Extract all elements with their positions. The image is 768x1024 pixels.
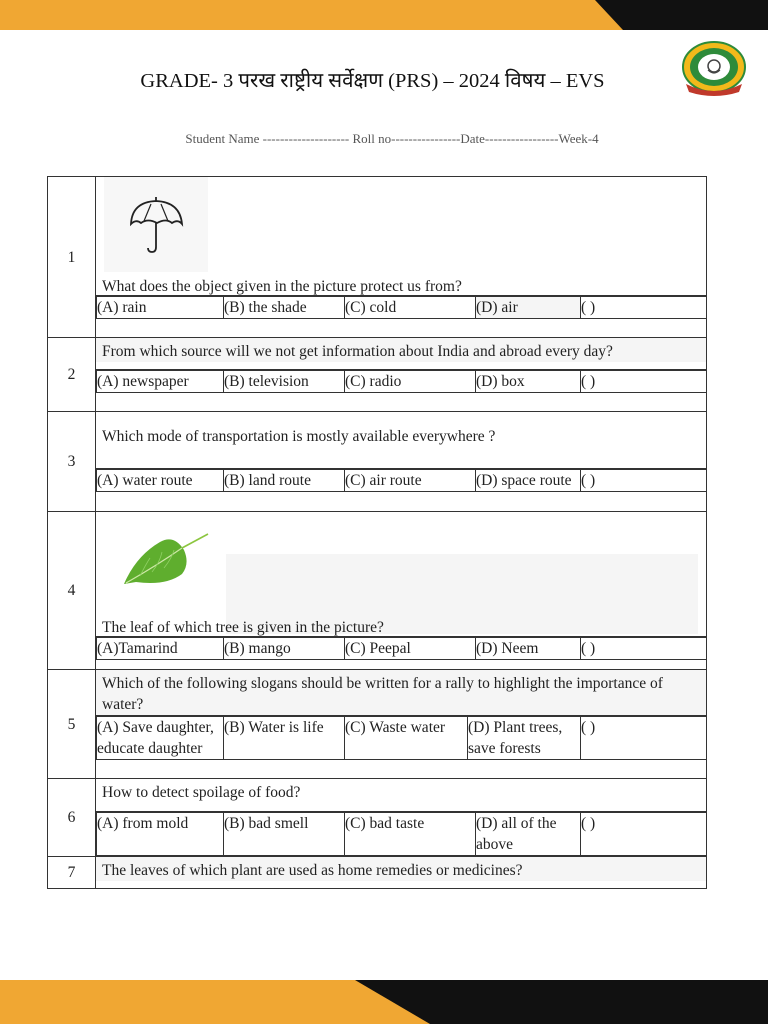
answer-box[interactable]: ( ): [581, 470, 707, 492]
option-a[interactable]: (A) newspaper: [97, 371, 224, 393]
option-a[interactable]: (A) water route: [97, 470, 224, 492]
option-d[interactable]: (D) all of the above: [476, 813, 581, 856]
top-decorative-band: [0, 0, 768, 30]
option-d[interactable]: (D) box: [476, 371, 581, 393]
option-c[interactable]: (C) cold: [345, 297, 476, 319]
question-number: 2: [48, 338, 96, 412]
option-b[interactable]: (B) bad smell: [224, 813, 345, 856]
options-row-6: [48, 812, 707, 857]
question-row-4: [48, 512, 707, 637]
option-a[interactable]: (A)Tamarind: [97, 638, 224, 660]
option-c[interactable]: (C) bad taste: [345, 813, 476, 856]
option-b[interactable]: (B) television: [224, 371, 345, 393]
question-number: 5: [48, 670, 96, 779]
question-row-5: [48, 670, 707, 716]
options-row-5: [48, 716, 707, 779]
question-text: Which of the following slogans should be written for a rally to highlight the importance of water?: [96, 670, 706, 715]
umbrella-icon: [104, 177, 208, 272]
options-row-3: [48, 469, 707, 512]
question-number: 4: [48, 512, 96, 670]
question-number: 1: [48, 177, 96, 338]
options-row-2: [48, 370, 707, 412]
option-b[interactable]: (B) mango: [224, 638, 345, 660]
page-title: GRADE- 3 परख राष्ट्रीय सर्वेक्षण (PRS) – 2024 विषय – EVS: [140, 70, 605, 92]
question-text: From which source will we not get information about India and abroad every day?: [96, 338, 706, 362]
question-row-6: [48, 779, 707, 812]
option-b[interactable]: (B) Water is life: [224, 717, 345, 760]
question-table: [47, 176, 707, 889]
bottom-decorative-band: [0, 980, 768, 1024]
question-text: Which mode of transportation is mostly available everywhere ?: [102, 428, 496, 445]
question-text: The leaves of which plant are used as home remedies or medicines?: [96, 857, 706, 881]
question-row-2: [48, 338, 707, 370]
question-row-3: [48, 412, 707, 469]
answer-box[interactable]: ( ): [581, 717, 707, 760]
option-a[interactable]: (A) Save daughter, educate daughter: [97, 717, 224, 760]
peepal-leaf-image: [116, 526, 216, 592]
option-a[interactable]: (A) from mold: [97, 813, 224, 856]
question-text: How to detect spoilage of food?: [102, 784, 301, 801]
question-text: The leaf of which tree is given in the picture?: [102, 619, 384, 636]
options-row-4: [48, 637, 707, 670]
question-row-7: [48, 857, 707, 889]
option-d[interactable]: (D) Neem: [476, 638, 581, 660]
option-d[interactable]: (D) space route: [476, 470, 581, 492]
answer-box[interactable]: ( ): [581, 638, 707, 660]
option-c[interactable]: (C) Peepal: [345, 638, 476, 660]
options-row-1: [48, 296, 707, 338]
option-d[interactable]: (D) air: [476, 297, 581, 319]
question-row-1: [48, 177, 707, 296]
question-number: 7: [48, 857, 96, 889]
answer-box[interactable]: ( ): [581, 813, 707, 856]
answer-box[interactable]: ( ): [581, 297, 707, 319]
answer-box[interactable]: ( ): [581, 371, 707, 393]
question-text: What does the object given in the picture protect us from?: [102, 278, 462, 295]
option-c[interactable]: (C) radio: [345, 371, 476, 393]
student-info-line: Student Name -------------------- Roll no----------------Date-----------------Week-4: [185, 131, 599, 146]
option-a[interactable]: (A) rain: [97, 297, 224, 319]
option-b[interactable]: (B) the shade: [224, 297, 345, 319]
option-b[interactable]: (B) land route: [224, 470, 345, 492]
option-c[interactable]: (C) air route: [345, 470, 476, 492]
option-d[interactable]: (D) Plant trees, save forests: [468, 717, 581, 760]
option-c[interactable]: (C) Waste water: [345, 717, 468, 760]
question-number: 6: [48, 779, 96, 857]
question-number: 3: [48, 412, 96, 512]
